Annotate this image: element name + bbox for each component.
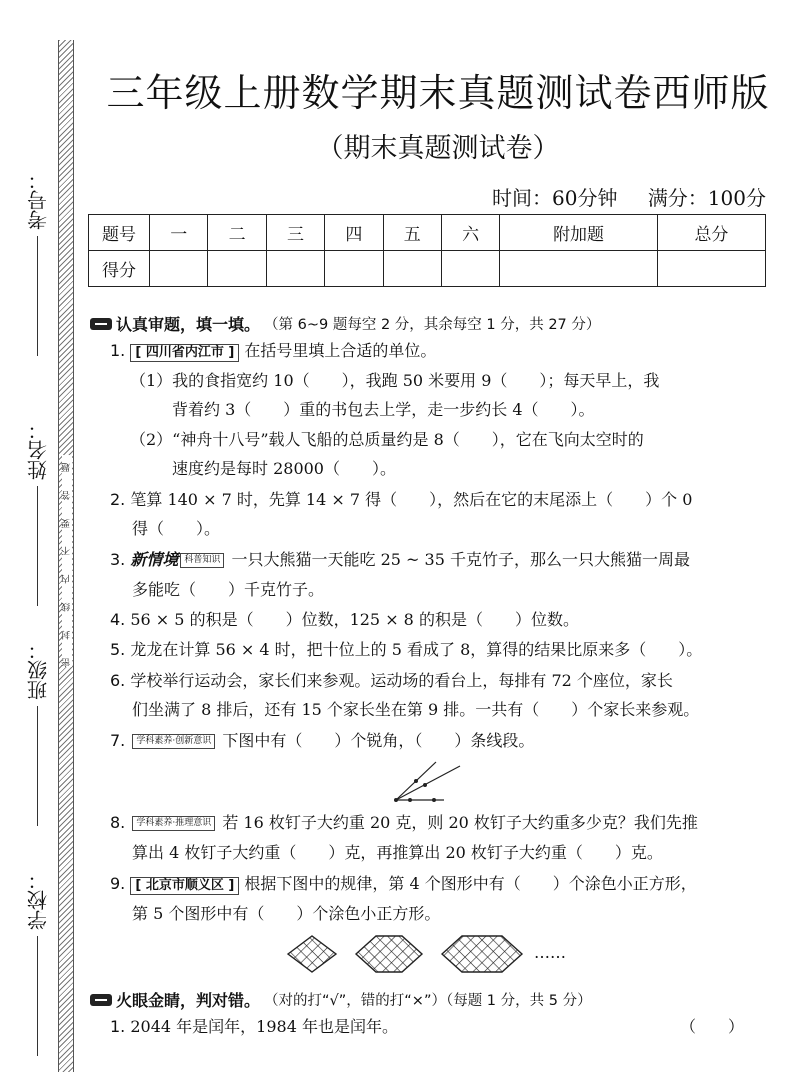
question-3-line-2: 多能吃（ ）千克竹子。: [132, 580, 325, 599]
question-text: 一只大熊猫一天能吃 25 ~ 35 千克竹子，那么一只大熊猫一周最: [231, 550, 690, 569]
question-7: [110, 731, 534, 751]
question-6: [110, 671, 673, 691]
score-cell: 总分: [657, 215, 765, 251]
score-input-cell[interactable]: [266, 251, 324, 287]
question-number: 8.: [110, 813, 126, 832]
answer-blank[interactable]: （ ）: [680, 1017, 745, 1036]
question-text: 龙龙在计算 56 × 4 时，把十位上的 5 看成了 8，算得的结果比原来多（ ）。: [130, 640, 703, 659]
section-2-title: 火眼金睛，判对错。: [116, 991, 261, 1010]
ray-line: [396, 766, 460, 800]
question-text: 若 16 枚钉子大约重 20 克，则 20 枚钉子大约重多少克？我们先推: [222, 813, 698, 832]
score-table-header-row: [89, 215, 766, 251]
score-table-score-row: [89, 251, 766, 287]
section-1-title: 认真审题，填一填。: [116, 315, 261, 334]
question-1-part-2-line-2: 速度约是每时 28000（ ）。: [172, 459, 396, 478]
score-cell: 三: [266, 215, 324, 251]
question-4: [110, 610, 579, 630]
question-1-part-1-line-2: 背着约 3（ ）重的书包去上学，走一步约长 4（ ）。: [172, 400, 595, 419]
question-3: [110, 550, 690, 570]
point: [414, 779, 418, 783]
question-6-line-2: 们坐满了 8 排后，还有 15 个家长坐在第 9 排。一共有（ ）个家长来参观。: [132, 700, 700, 719]
source-tag: [ 北京市顺义区 ]: [130, 877, 239, 895]
exam-number-text: 考号：: [26, 170, 51, 230]
score-input-cell[interactable]: [441, 251, 499, 287]
literacy-tag: 学科素养·推理意识: [132, 816, 215, 831]
question-9-line-2: 第 5 个图形中有（ ）个涂色小正方形。: [132, 904, 441, 923]
question-2-line-2: 得（ ）。: [132, 519, 221, 538]
score-input-cell[interactable]: [150, 251, 208, 287]
score-cell: 二: [208, 215, 266, 251]
literacy-tag: 学科素养·创新意识: [132, 734, 215, 749]
class-label: [18, 640, 58, 826]
score-cell: 五: [383, 215, 441, 251]
point: [423, 783, 427, 787]
score-input-cell[interactable]: [208, 251, 266, 287]
score-input-cell[interactable]: [383, 251, 441, 287]
question-number: 6.: [110, 671, 126, 690]
judge-1: [110, 1017, 398, 1037]
pattern-shape-1: [288, 936, 336, 972]
score-input-cell[interactable]: [325, 251, 383, 287]
page-subtitle: （期末真题测试卷）: [316, 133, 560, 164]
question-number: 1.: [110, 1017, 126, 1036]
time-limit: 时间：60分钟: [492, 186, 618, 210]
question-5: [110, 640, 702, 660]
section-badge-icon: [90, 994, 112, 1006]
score-cell: 六: [441, 215, 499, 251]
name-label: [18, 420, 58, 606]
new-context-tag: 新情境: [130, 550, 179, 569]
question-number: 3.: [110, 550, 126, 569]
angle-figure: [388, 760, 468, 808]
score-input-cell[interactable]: [500, 251, 658, 287]
pattern-ellipsis: ……: [534, 943, 566, 962]
score-input-cell[interactable]: [657, 251, 765, 287]
score-cell: 得分: [89, 251, 150, 287]
question-text: 56 × 5 的积是（ ）位数，125 × 8 的积是（ ）位数。: [130, 610, 579, 629]
question-number: 9.: [110, 874, 126, 893]
question-text: 根据下图中的规律，第 4 个图形中有（ ）个涂色小正方形，: [244, 874, 697, 893]
question-8-line-2: 算出 4 枚钉子大约重（ ）克，再推算出 20 枚钉子大约重（ ）克。: [132, 843, 663, 862]
section-1-heading: [90, 312, 600, 335]
question-9: [110, 874, 697, 895]
score-cell: 附加题: [500, 215, 658, 251]
question-text: 2044 年是闰年，1984 年也是闰年。: [130, 1017, 398, 1036]
question-1-part-2-line-1: （2）“神舟十八号”载人飞船的总质量约是 8（ ），它在飞向太空时的: [130, 430, 644, 449]
question-text: 在括号里填上合适的单位。: [244, 341, 437, 360]
pattern-shape-2: [356, 936, 422, 972]
question-number: 1.: [110, 341, 126, 360]
question-text: 学校举行运动会，家长们来参观。运动场的看台上，每排有 72 个座位，家长: [130, 671, 673, 690]
name-line: [38, 486, 39, 606]
school-line: [38, 936, 39, 1056]
vertex-point: [394, 798, 398, 802]
page-title: 三年级上册数学期末真题测试卷西师版: [106, 71, 770, 115]
class-text: 班级：: [26, 640, 51, 700]
full-score: 满分：100分: [647, 186, 766, 210]
section-2-heading: [90, 988, 592, 1011]
exam-number-label: [18, 170, 58, 356]
pattern-shape-3: [442, 936, 522, 972]
question-text: 下图中有（ ）个锐角，（ ）条线段。: [222, 731, 535, 750]
question-number: 7.: [110, 731, 126, 750]
question-number: 4.: [110, 610, 126, 629]
class-line: [38, 706, 39, 826]
score-cell: 一: [150, 215, 208, 251]
question-1-part-1-line-1: （1）我的食指宽约 10（ ），我跑 50 米要用 9（ ）；每天早上，我: [130, 371, 660, 390]
question-number: 2.: [110, 490, 126, 509]
section-2-note: （对的打“√”，错的打“×”）（每题 1 分，共 5 分）: [264, 993, 592, 1009]
question-number: 5.: [110, 640, 126, 659]
binding-margin: [0, 0, 90, 1072]
source-tag: [ 四川省内江市 ]: [130, 344, 239, 362]
score-table: [88, 214, 766, 287]
school-label: [18, 870, 58, 1056]
section-badge-icon: [90, 318, 112, 330]
time-info: [468, 182, 766, 211]
score-cell: 四: [325, 215, 383, 251]
question-text: 笔算 140 × 7 时，先算 14 × 7 得（ ），然后在它的末尾添上（ ）个 0: [130, 490, 693, 509]
school-text: 学校：: [26, 870, 51, 930]
point: [408, 798, 412, 802]
science-tag: 科普知识: [180, 553, 224, 568]
question-2: [110, 490, 692, 510]
question-8: [110, 813, 698, 833]
question-1: [110, 341, 436, 362]
seal-line-text: 密 封 线 内 不 要 答 题: [62, 455, 72, 668]
section-1-note: （第 6~9 题每空 2 分，其余每空 1 分，共 27 分）: [264, 317, 601, 333]
score-cell: 题号: [89, 215, 150, 251]
name-text: 姓名：: [26, 420, 51, 480]
exam-number-line: [38, 236, 39, 356]
point: [432, 798, 436, 802]
